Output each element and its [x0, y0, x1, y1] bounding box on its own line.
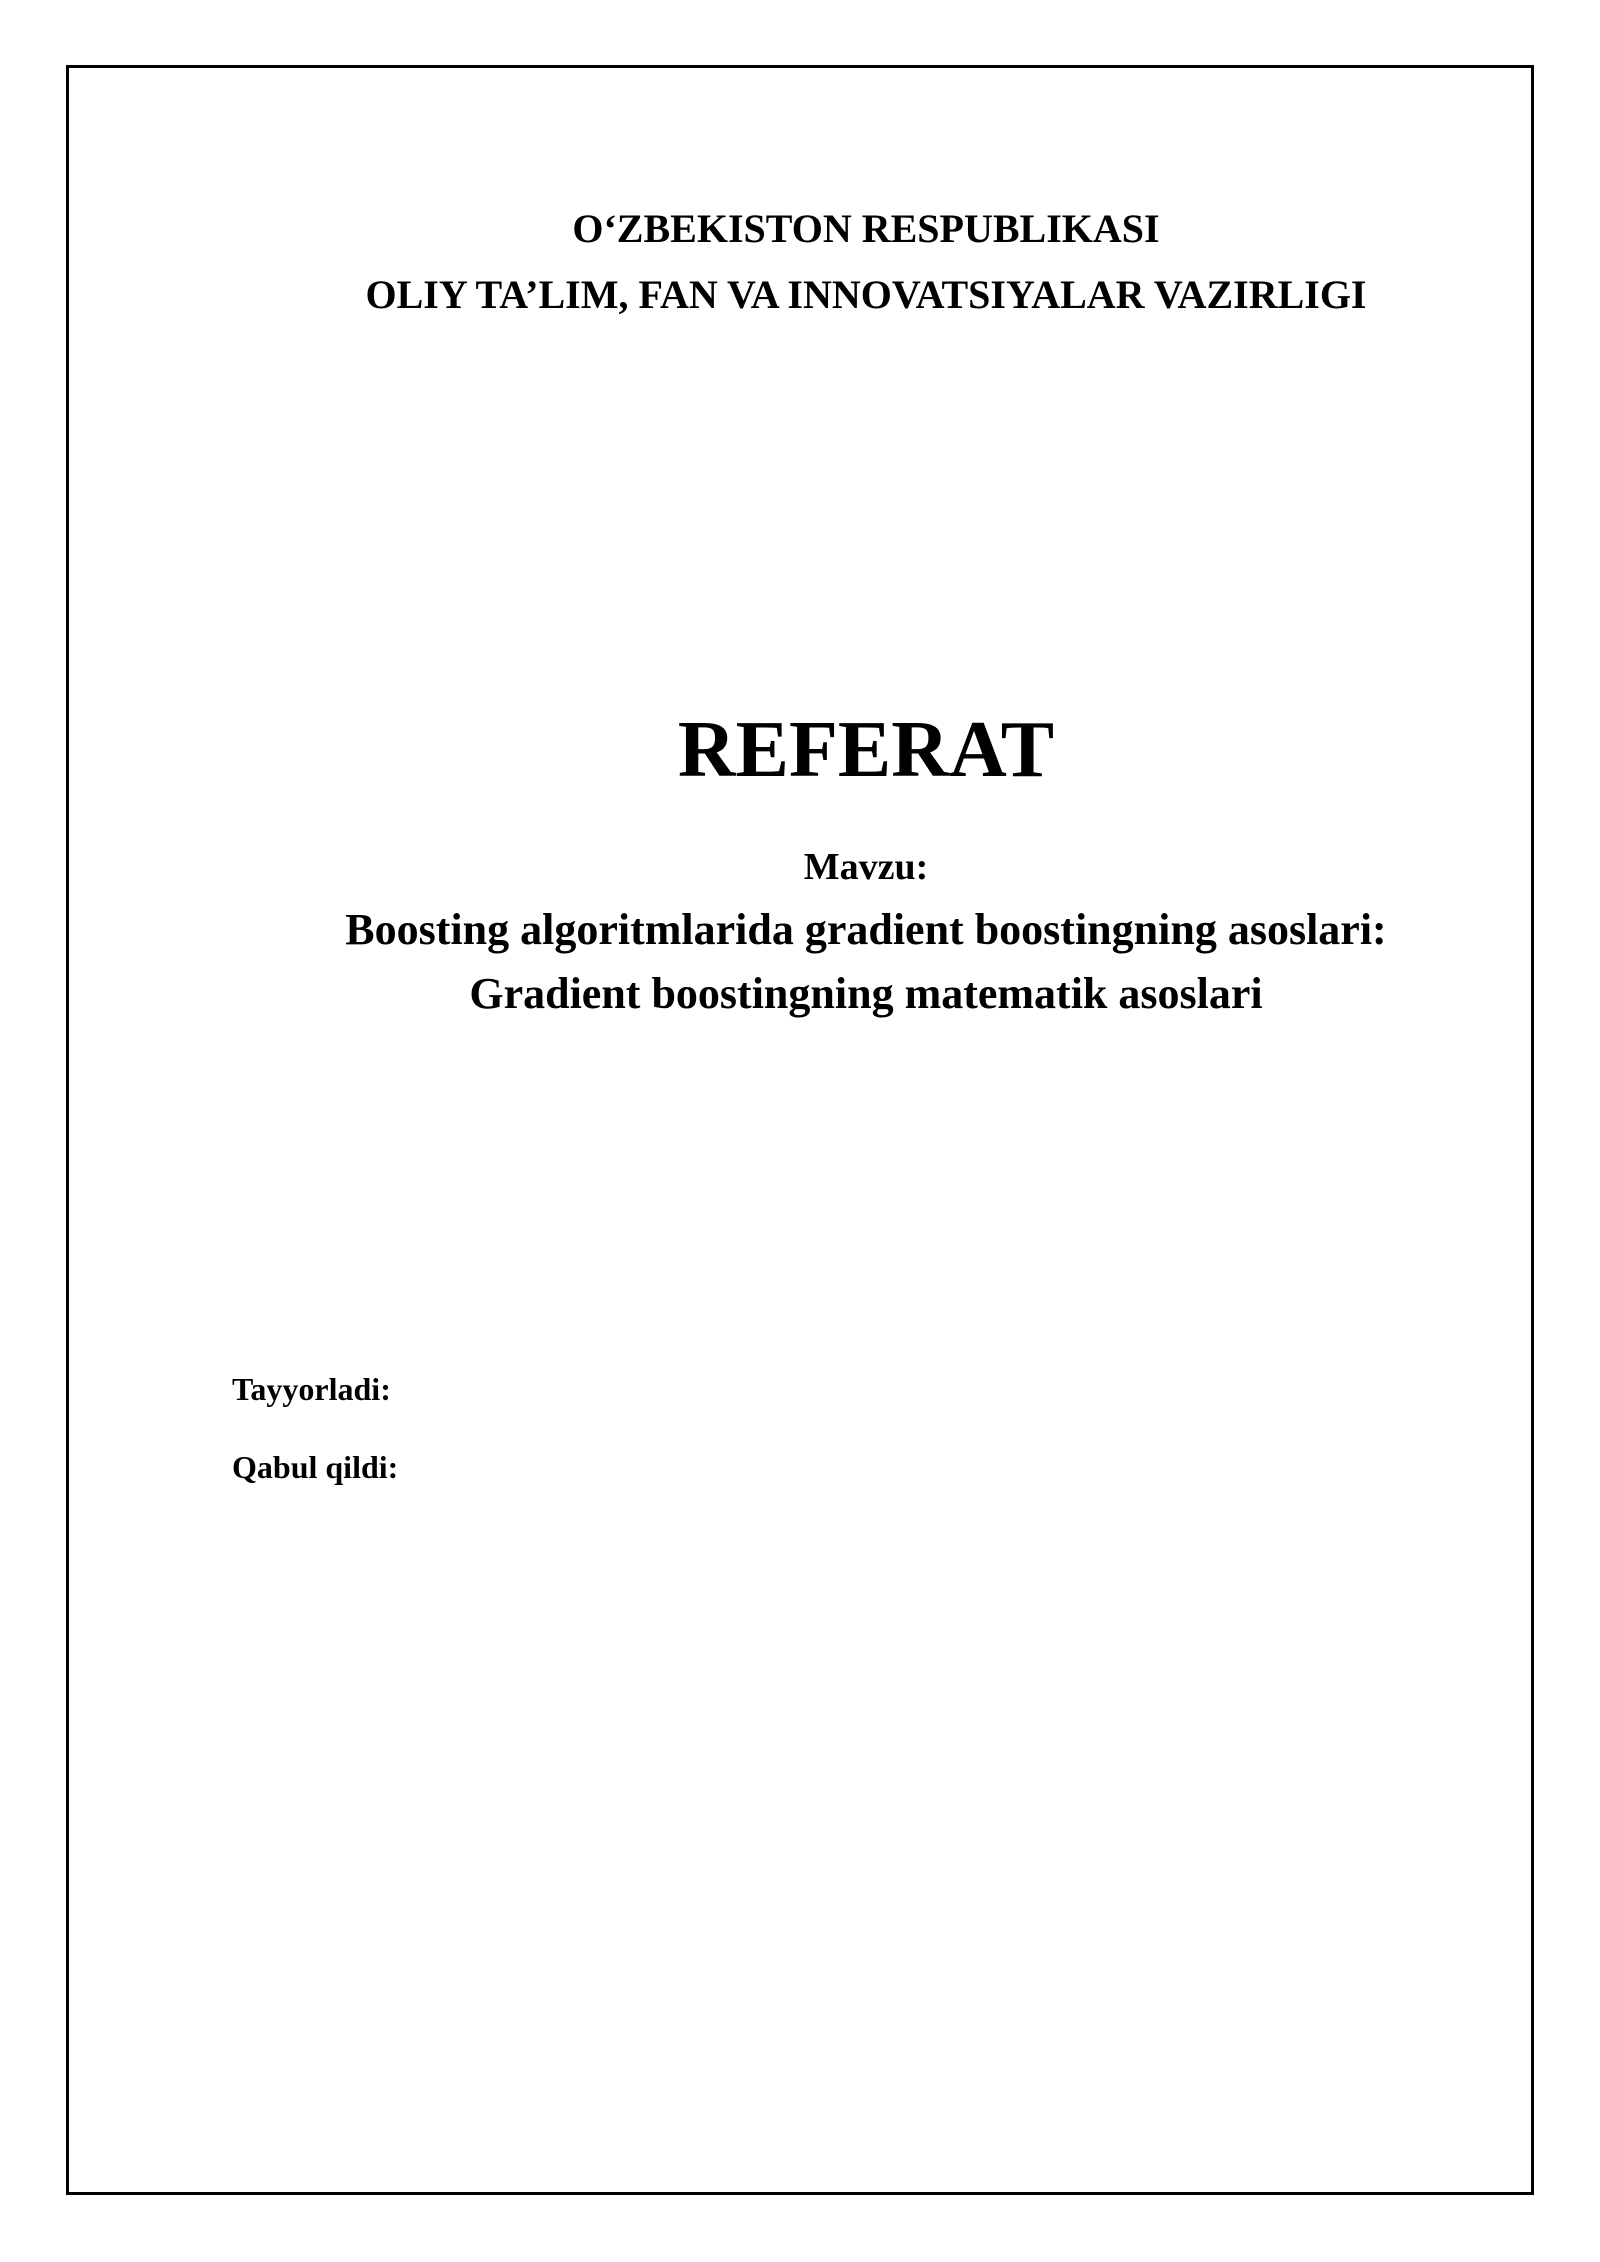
topic-title	[200, 898, 1532, 1026]
ministry-name: OLIY TA’LIM, FAN VA INNOVATSIYALAR VAZIRLIGI	[365, 272, 1367, 317]
ministry-header	[232, 196, 1500, 328]
prepared-by-label: Tayyorladi:	[232, 1371, 391, 1407]
topic-title-line-1: Boosting algoritmlarida gradient boostingning asoslari:	[345, 905, 1387, 954]
topic-label: Mavzu:	[803, 846, 929, 888]
accepted-by-label: Qabul qildi:	[232, 1449, 399, 1485]
document-type-title: REFERAT	[677, 706, 1055, 794]
page-border	[66, 65, 1534, 2195]
topic-title-line-2: Gradient boostingning matematik asoslari	[469, 969, 1263, 1018]
country-name: O‘ZBEKISTON RESPUBLIKASI	[572, 206, 1160, 251]
